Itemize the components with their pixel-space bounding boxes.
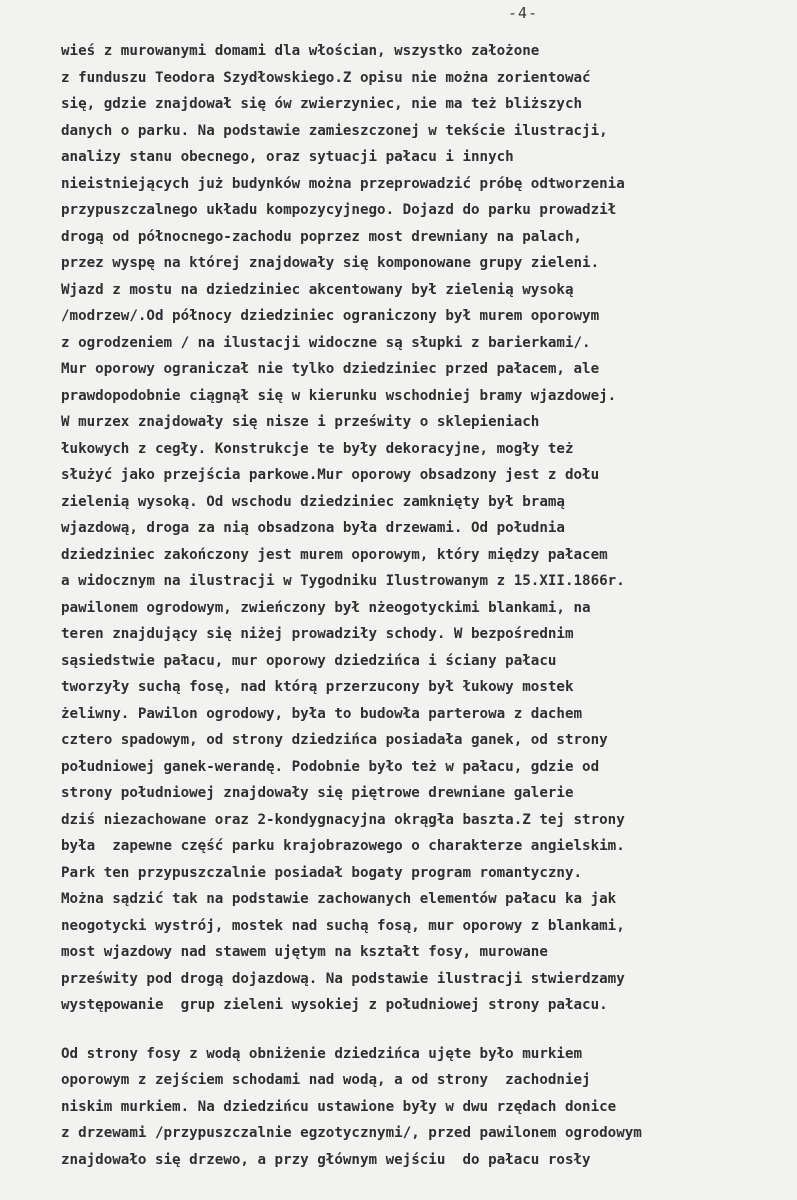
text-line: przypuszczalnego układu kompozycyjnego. Dojazd do parku prowadził [61,202,617,218]
text-line: neogotycki wystrój, mostek nad suchą fosą, mur oporowy z blankami, [61,917,625,934]
text-line: cztero spadowym, od strony dziedzińca posiadała ganek, od strony [61,732,608,748]
text-line: wjazdową, droga za nią obsadzona była drzewami. Od południa [61,520,565,536]
text-line: drogą od północnego-zachodu poprzez most drewniany na palach, [61,228,583,245]
text-line: Można sądzić tak na podstawie zachowanych elementów pałacu ka jak [61,891,617,907]
body-text [61,38,797,1173]
page-number: -4- [508,4,539,22]
text-line: dziś niezachowane oraz 2-kondygnacyjna okrągła baszta.Z tej strony [61,811,625,828]
text-line: Od strony fosy z wodą obniżenie dziedzińca ujęte było murkiem [61,1045,583,1062]
text-line: znajdowało się drzewo, a przy głównym wejściu do pałacu rosły [61,1151,591,1168]
text-line: most wjazdowy nad stawem ujętym na kształt fosy, murowane [61,944,548,960]
text-line: tworzyły suchą fosę, nad którą przerzucony był łukowy mostek [61,679,574,695]
text-line: zielenią wysoką. Od wschodu dziedziniec zamknięty był bramą [61,493,565,510]
text-line: służyć jako przejścia parkowe.Mur oporowy obsadzony jest z dołu [61,467,600,483]
text-line: była zapewne część parku krajobrazowego o charakterze angielskim. [61,838,625,854]
text-line: oporowym z zejściem schodami nad wodą, a od strony zachodniej [61,1072,591,1088]
text-line: południowej ganek-werandę. Podobnie było też w pałacu, gdzie od [61,758,600,775]
text-line: pawilonem ogrodowym, zwieńczony był nżeogotyckimi blankami, na [61,599,591,616]
text-line: W murzex znajdowały się nisze i prześwity o sklepieniach [61,414,540,430]
text-line: żeliwny. Pawilon ogrodowy, była to budowła parterowa z dachem [61,705,583,722]
text-line: Mur oporowy ograniczał nie tylko dziedziniec przed pałacem, ale [61,361,600,377]
text-line: strony południowej znajdowały się piętrowe drewniane galerie [61,785,574,801]
text-line: dziedziniec zakończony jest murem oporowym, który między pałacem [61,546,608,563]
text-line: nieistniejących już budynków można przeprowadzić próbę odtworzenia [61,175,625,192]
paragraph-1 [61,38,797,1019]
text-line: wieś z murowanymi domami dla włościan, wszystko założone [61,43,540,59]
paragraph-2 [61,1041,797,1174]
text-line: /modrzew/.Od północy dziedziniec ograniczony był murem oporowym [61,308,600,324]
text-line: teren znajdujący się niżej prowadziły schody. W bezpośrednim [61,626,574,642]
text-line: prześwity pod drogą dojazdową. Na podstawie ilustracji stwierdzamy [61,970,625,987]
text-line: łukowych z cegły. Konstrukcje te były dekoracyjne, mogły też [61,440,574,457]
text-line: się, gdzie znajdował się ów zwierzyniec, nie ma też bliższych [61,96,583,112]
text-line: danych o parku. Na podstawie zamieszczonej w tekście ilustracji, [61,122,608,139]
text-line: Park ten przypuszczalnie posiadał bogaty program romantyczny. [61,864,583,881]
text-line: a widocznym na ilustracji w Tygodniku Ilustrowanym z 15.XII.1866r. [61,573,625,589]
text-line: z ogrodzeniem / na ilustacji widoczne są słupki z barierkami/. [61,334,591,351]
text-line: występowanie grup zieleni wysokiej z południowej strony pałacu. [61,997,608,1013]
text-line: z drzewami /przypuszczalnie egzotycznymi/, przed pawilonem ogrodowym [61,1125,642,1141]
text-line: prawdopodobnie ciągnął się w kierunku wschodniej bramy wjazdowej. [61,387,617,404]
text-line: niskim murkiem. Na dziedzińcu ustawione były w dwu rzędach donice [61,1098,617,1115]
text-line: Wjazd z mostu na dziedziniec akcentowany był zielenią wysoką [61,281,574,298]
text-line: przez wyspę na której znajdowały się komponowane grupy zieleni. [61,255,600,271]
text-line: sąsiedstwie pałacu, mur oporowy dziedzińca i ściany pałacu [61,652,557,669]
text-line: z funduszu Teodora Szydłowskiego.Z opisu nie można zorientować [61,69,591,86]
text-line: analizy stanu obecnego, oraz sytuacji pałacu i innych [61,149,514,165]
